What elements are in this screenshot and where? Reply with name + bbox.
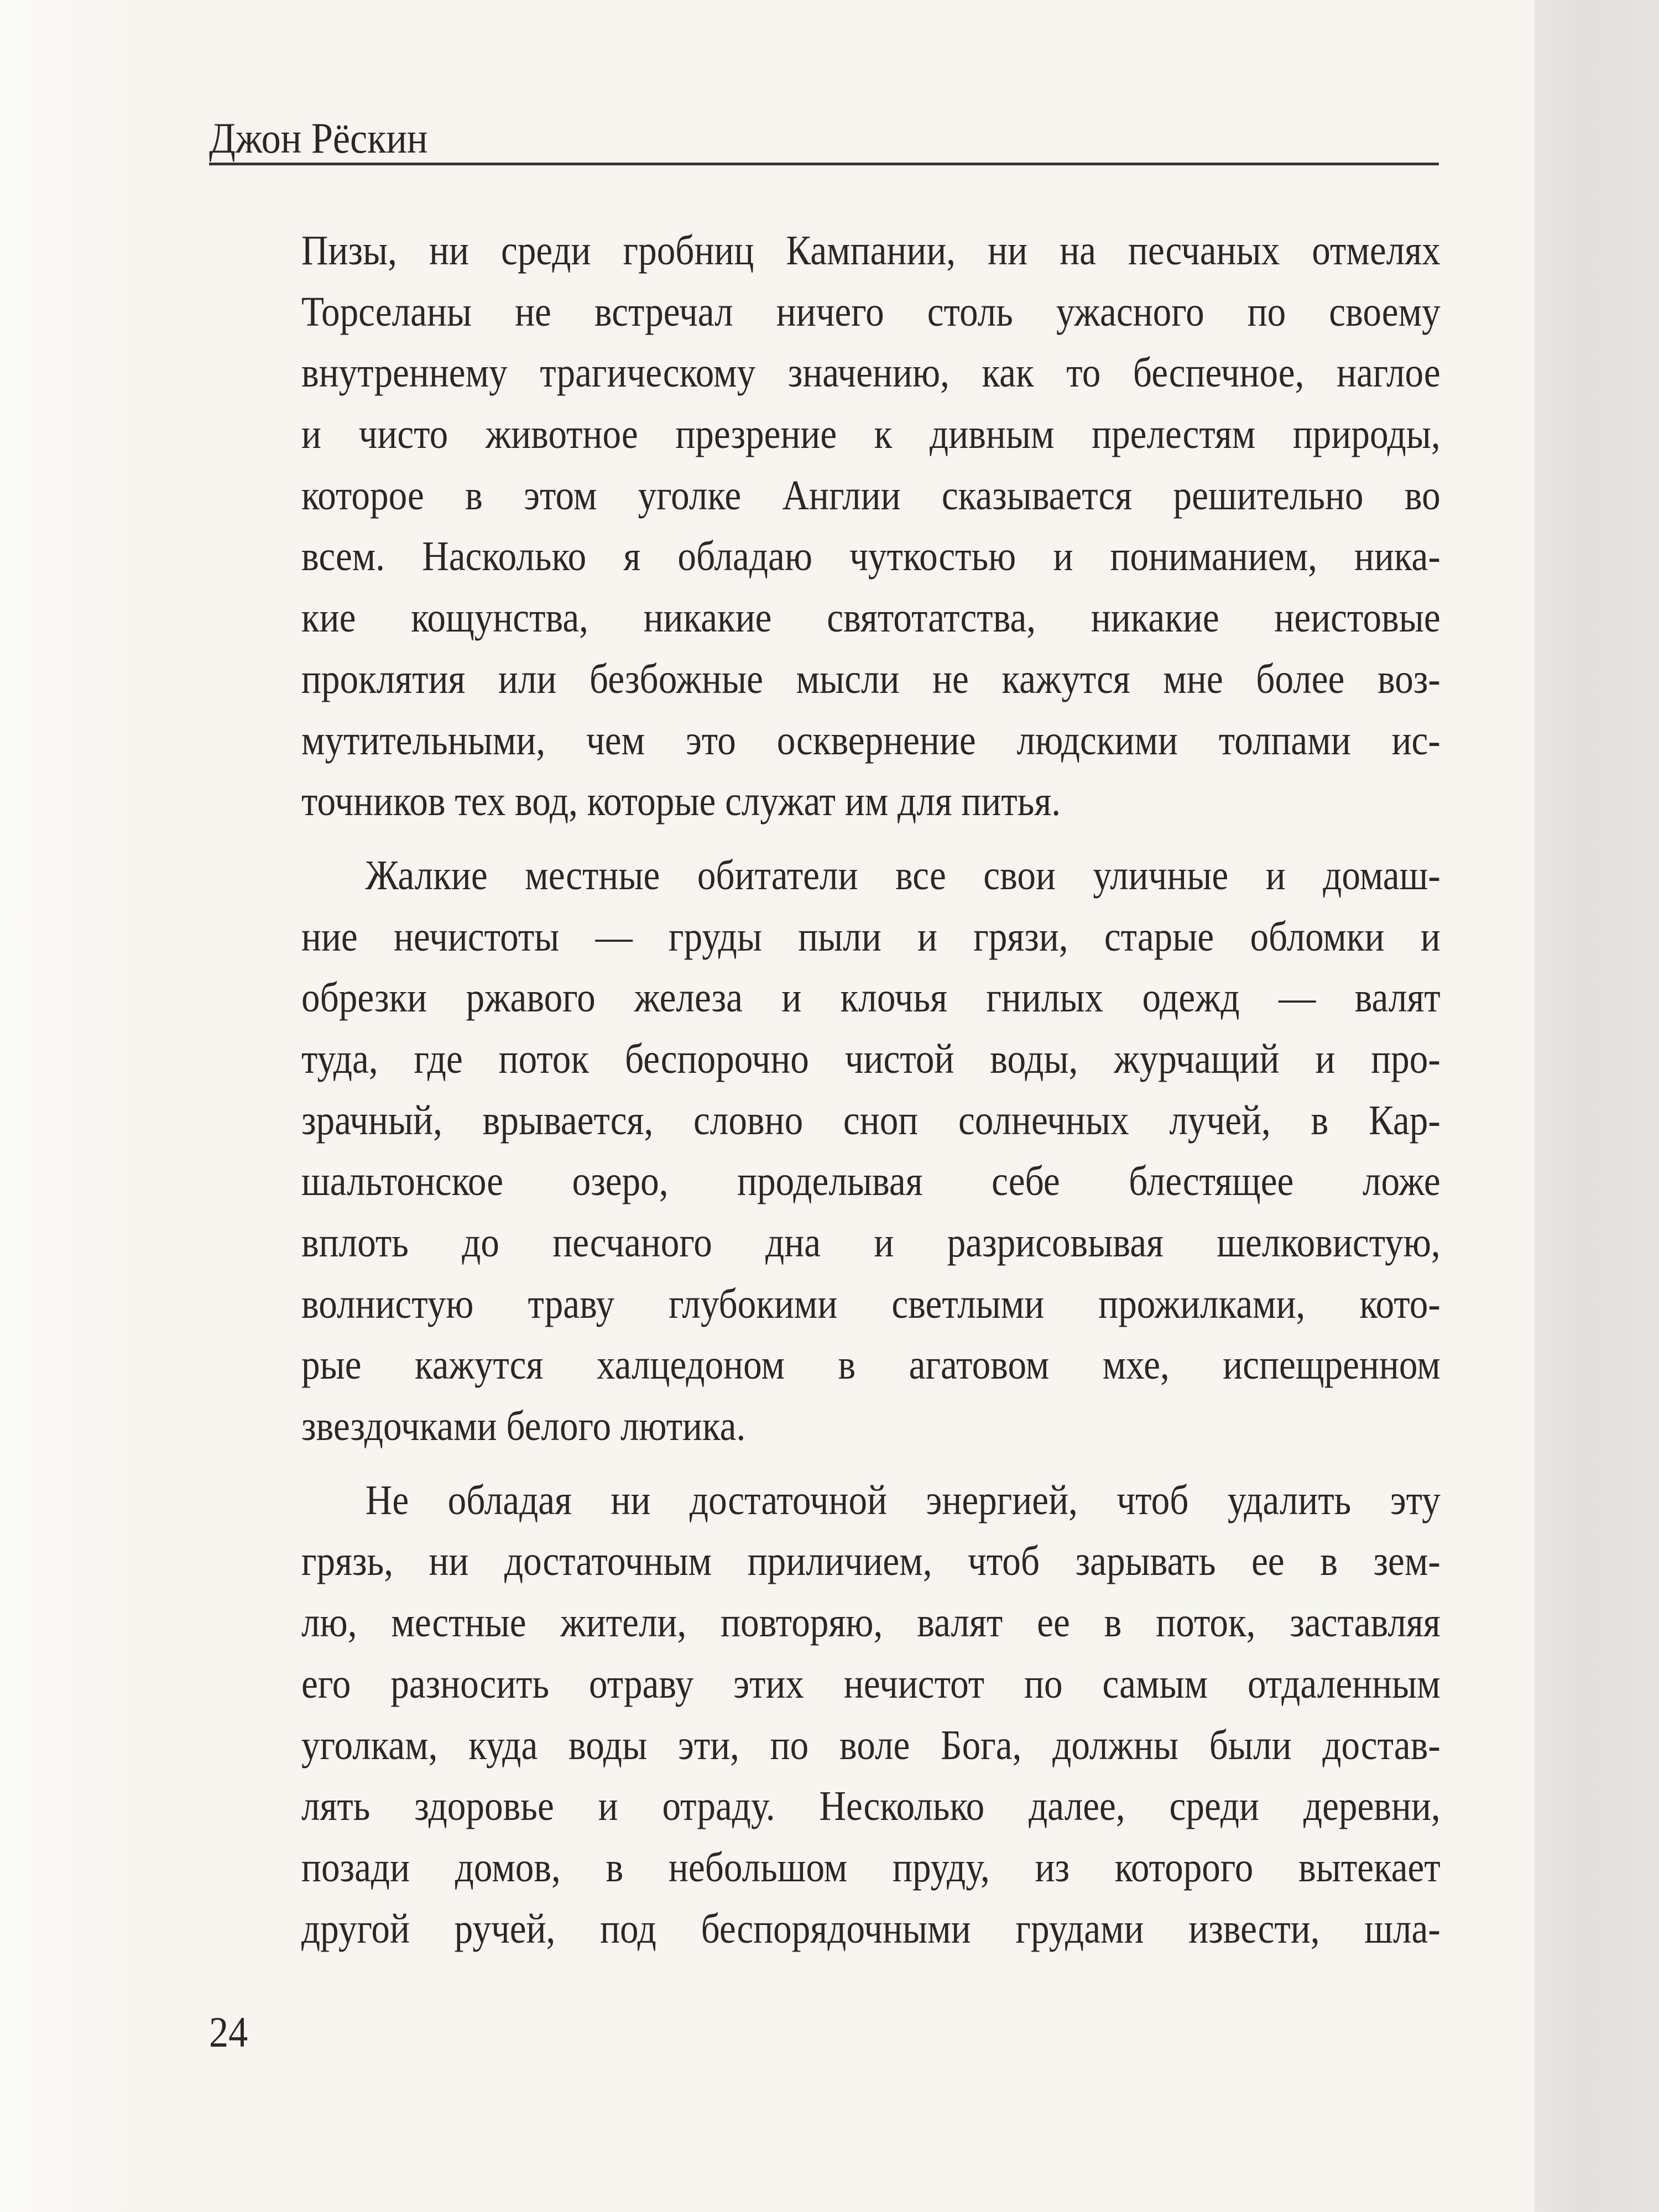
- text-line: волнистую траву глубокими светлыми прожилками, кото-: [301, 1280, 1441, 1327]
- text-line: лять здоровье и отраду. Несколько далее, среди деревни,: [301, 1783, 1441, 1830]
- text-line: звездочками белого лютика.: [301, 1403, 746, 1450]
- text-line: кие кощунства, никакие святотатства, никакие неистовые: [301, 594, 1441, 641]
- text-line: внутреннему трагическому значению, как то беспечное, наглое: [301, 349, 1441, 397]
- page-left-margin: [0, 0, 133, 2212]
- text-line: Не обладая ни достаточной энергией, чтоб удалить эту: [365, 1477, 1441, 1524]
- paragraph: [301, 845, 1441, 1457]
- text-line: вплоть до песчаного дна и разрисовывая шелковистую,: [301, 1219, 1441, 1266]
- text-line: другой ручей, под беспорядочными грудами извести, шла-: [301, 1905, 1441, 1952]
- text-line: ние нечистоты — груды пыли и грязи, старые обломки и: [301, 913, 1441, 960]
- text-line: мутительными, чем это осквернение людскими толпами ис-: [301, 717, 1441, 764]
- text-line: которое в этом уголке Англии сказывается решительно во: [301, 472, 1441, 519]
- text-line: шальтонское озеро, проделывая себе блестящее ложе: [301, 1158, 1441, 1205]
- page-number: 24: [209, 2008, 248, 2056]
- header-rule: [209, 163, 1439, 165]
- text-line: точников тех вод, которые служат им для питья.: [301, 778, 1061, 825]
- text-line: зрачный, врывается, словно сноп солнечных лучей, в Кар-: [301, 1097, 1441, 1144]
- text-line: грязь, ни достаточным приличием, чтоб зарывать ее в зем-: [301, 1538, 1441, 1585]
- paragraph: [301, 220, 1441, 832]
- text-line: и чисто животное презрение к дивным прелестям природы,: [301, 411, 1441, 458]
- body-text: [301, 220, 1441, 1972]
- text-line: всем. Насколько я обладаю чуткостью и пониманием, ника-: [301, 533, 1441, 580]
- paragraph: [301, 1470, 1441, 1960]
- text-line: проклятия или безбожные мысли не кажутся мне более воз-: [301, 655, 1441, 702]
- text-line: Жалкие местные обитатели все свои уличные и домаш-: [365, 852, 1441, 899]
- text-line: лю, местные жители, повторяю, валят ее в поток, заставляя: [301, 1599, 1441, 1646]
- text-line: рые кажутся халцедоном в агатовом мхе, испещренном: [301, 1342, 1441, 1389]
- text-line: обрезки ржавого железа и клочья гнилых одежд — валят: [301, 974, 1441, 1021]
- text-line: его разносить отраву этих нечистот по самым отдаленным: [301, 1660, 1441, 1707]
- text-line: туда, где поток беспорочно чистой воды, журчащий и про-: [301, 1035, 1441, 1082]
- text-line: позади домов, в небольшом пруду, из которого вытекает: [301, 1844, 1441, 1891]
- text-line: Пизы, ни среди гробниц Кампании, ни на песчаных отмелях: [301, 227, 1441, 274]
- text-line: уголкам, куда воды эти, по воле Бога, должны были достав-: [301, 1721, 1441, 1768]
- text-line: Торселаны не встречал ничего столь ужасного по своему: [301, 288, 1441, 335]
- page-gutter-shadow: [1535, 0, 1659, 2212]
- running-head: Джон Рёскин: [209, 114, 428, 162]
